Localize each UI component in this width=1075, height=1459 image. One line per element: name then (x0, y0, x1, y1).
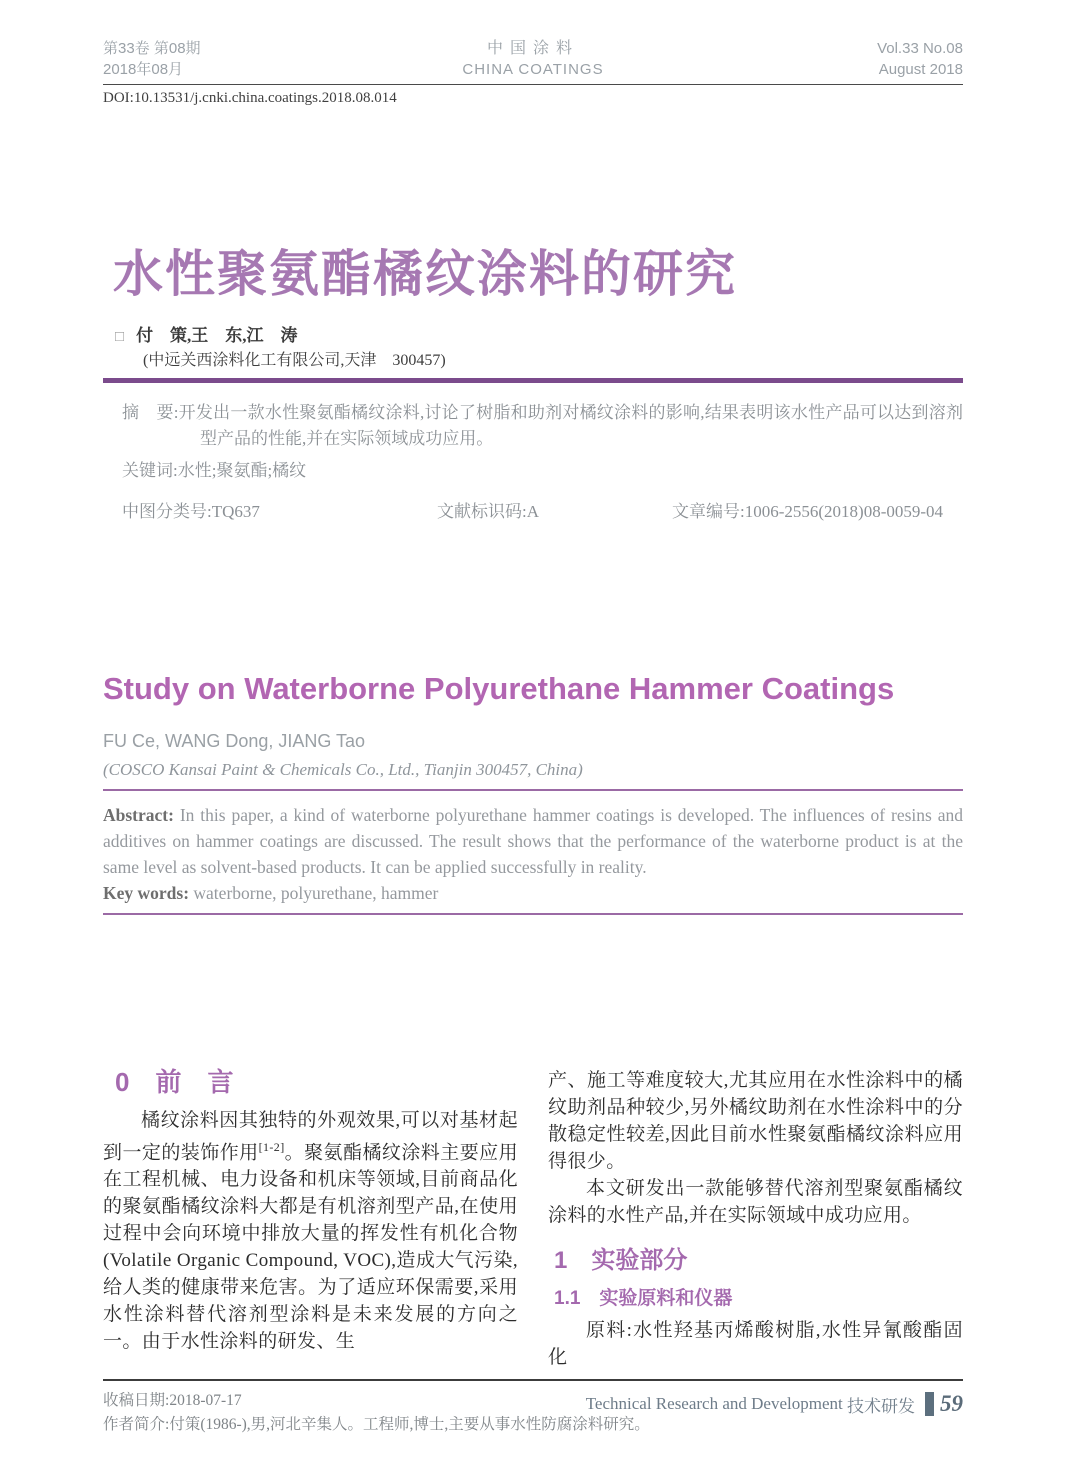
abstract-en (103, 802, 963, 880)
article-title-cn: 水性聚氨酯橘纹涂料的研究 (113, 246, 737, 302)
article-body (103, 1067, 963, 1371)
intro-paragraph-2: 本文研发出一款能够替代溶剂型聚氨酯橘纹涂料的水性产品,并在实际领域中成功应用。 (548, 1178, 963, 1226)
article-title-en: Study on Waterborne Polyurethane Hammer Coatings (103, 671, 895, 706)
page-number: 59 (940, 1391, 963, 1416)
journal-title-en: CHINA COATINGS (462, 61, 604, 78)
section-heading-1-1: 1.1 实验原料和仪器 (554, 1288, 733, 1309)
page-footer (586, 1391, 963, 1417)
column-right (548, 1067, 963, 1371)
abstract-label-cn: 摘 要: (122, 403, 179, 422)
materials-paragraph: 原料:水性羟基丙烯酸树脂,水性异氰酸酯固化 (548, 1320, 963, 1368)
keywords-text-en: waterborne, polyurethane, hammer (189, 883, 439, 903)
author-bio-line: 作者简介:付策(1986-),男,河北辛集人。工程师,博士,主要从事水性防腐涂料研究。 (103, 1416, 650, 1433)
authors-en: FU Ce, WANG Dong, JIANG Tao (103, 731, 366, 751)
clc-number: 中图分类号:TQ637 (122, 502, 260, 521)
author-names-cn: 付 策,王 东,江 涛 (136, 326, 298, 345)
affiliation-cn: (中远关西涂料化工有限公司,天津 300457) (143, 352, 446, 369)
affiliation-en: (COSCO Kansai Paint & Chemicals Co., Ltd., Tianjin 300457, China) (103, 760, 583, 779)
abstract-block-en (103, 802, 963, 906)
footer-section-en: Technical Research and Development (585, 1394, 843, 1413)
received-date-line: 收稿日期:2018-07-17 (103, 1392, 242, 1409)
volume-issue-cn: 第33卷 第08期 (103, 40, 201, 57)
footer-section-cn: 技术研发 (847, 1396, 915, 1416)
intro-paragraph-1: 橘纹涂料因其独特的外观效果,可以对基材起到一定的装饰作用[1-2]。聚氨酯橘纹涂料主要应用在工程机械、电力设备和机床等领域,目前商品化的聚氨酯橘纹涂料大都是有机溶剂型产品,在使用过程中会向环境中排放大量的挥发性有机化合物(Volatile Organic Compound, VOC),造成大气污染,给人类的健康带来危害。为了适应环保需要,采用水性涂料替代溶剂型涂料是未来发展的方向之一。由于水性涂料的研发、生 (103, 1110, 519, 1353)
page-number-bar (925, 1392, 934, 1416)
author-marker-square: □ (115, 329, 125, 345)
journal-title (391, 38, 675, 80)
journal-title-cn: 中国涂料 (486, 40, 579, 57)
keywords-en (103, 880, 963, 906)
keywords-label-cn: 关键词: (122, 461, 178, 480)
author-bio: 付策(1986-),男,河北辛集人。工程师,博士,主要从事水性防腐涂料研究。 (169, 1416, 650, 1433)
abstract-text-en: In this paper, a kind of waterborne polyurethane hammer coatings is developed. The influences of resins and additives on hammer coatings are discussed. The result shows that the performance of the waterborne product is at the same level as solvent-based products. It can be applied successfully in reality. (103, 805, 963, 877)
keywords-label-en: Key words: (103, 883, 190, 903)
citation-reference: [1-2] (258, 1140, 285, 1154)
classification-row (122, 499, 963, 525)
authors-cn (115, 325, 963, 348)
divider-thick-purple (103, 378, 963, 383)
section-heading-1: 1 实验部分 (554, 1247, 688, 1274)
divider-thin-purple-top (103, 789, 963, 791)
abstract-label-en: Abstract: (103, 805, 174, 825)
abstract-block-cn (103, 400, 963, 525)
section-heading-0: 0 前 言 (115, 1067, 234, 1097)
column-left (103, 1067, 518, 1371)
journal-header (103, 0, 963, 85)
divider-thin-purple-bottom (103, 913, 963, 915)
intro-paragraph-1-continued: 产、施工等难度较大,尤其应用在水性涂料中的橘纹助剂品种较少,另外橘纹助剂在水性涂料中的分散稳定性较差,因此目前水性聚氨酯橘纹涂料应用得很少。 (548, 1070, 963, 1172)
date-en: August 2018 (878, 61, 963, 78)
abstract-cn (122, 400, 963, 452)
keywords-text-cn: 水性;聚氨酯;橘纹 (177, 461, 307, 480)
doi: DOI:10.13531/j.cnki.china.coatings.2018.08.014 (103, 90, 397, 106)
volume-info-en (679, 38, 963, 80)
received-date: 2018-07-17 (169, 1392, 242, 1409)
volume-info-cn (103, 38, 387, 80)
volume-issue-en: Vol.33 No.08 (877, 40, 963, 57)
keywords-cn (122, 458, 963, 484)
document-code: 文献标识码:A (437, 502, 540, 521)
date-cn: 2018年08月 (103, 61, 184, 78)
article-id: 文章编号:1006-2556(2018)08-0059-04 (672, 502, 944, 521)
abstract-text-cn: 开发出一款水性聚氨酯橘纹涂料,讨论了树脂和助剂对橘纹涂料的影响,结果表明该水性产品可以达到溶剂型产品的性能,并在实际领域成功应用。 (178, 403, 963, 448)
